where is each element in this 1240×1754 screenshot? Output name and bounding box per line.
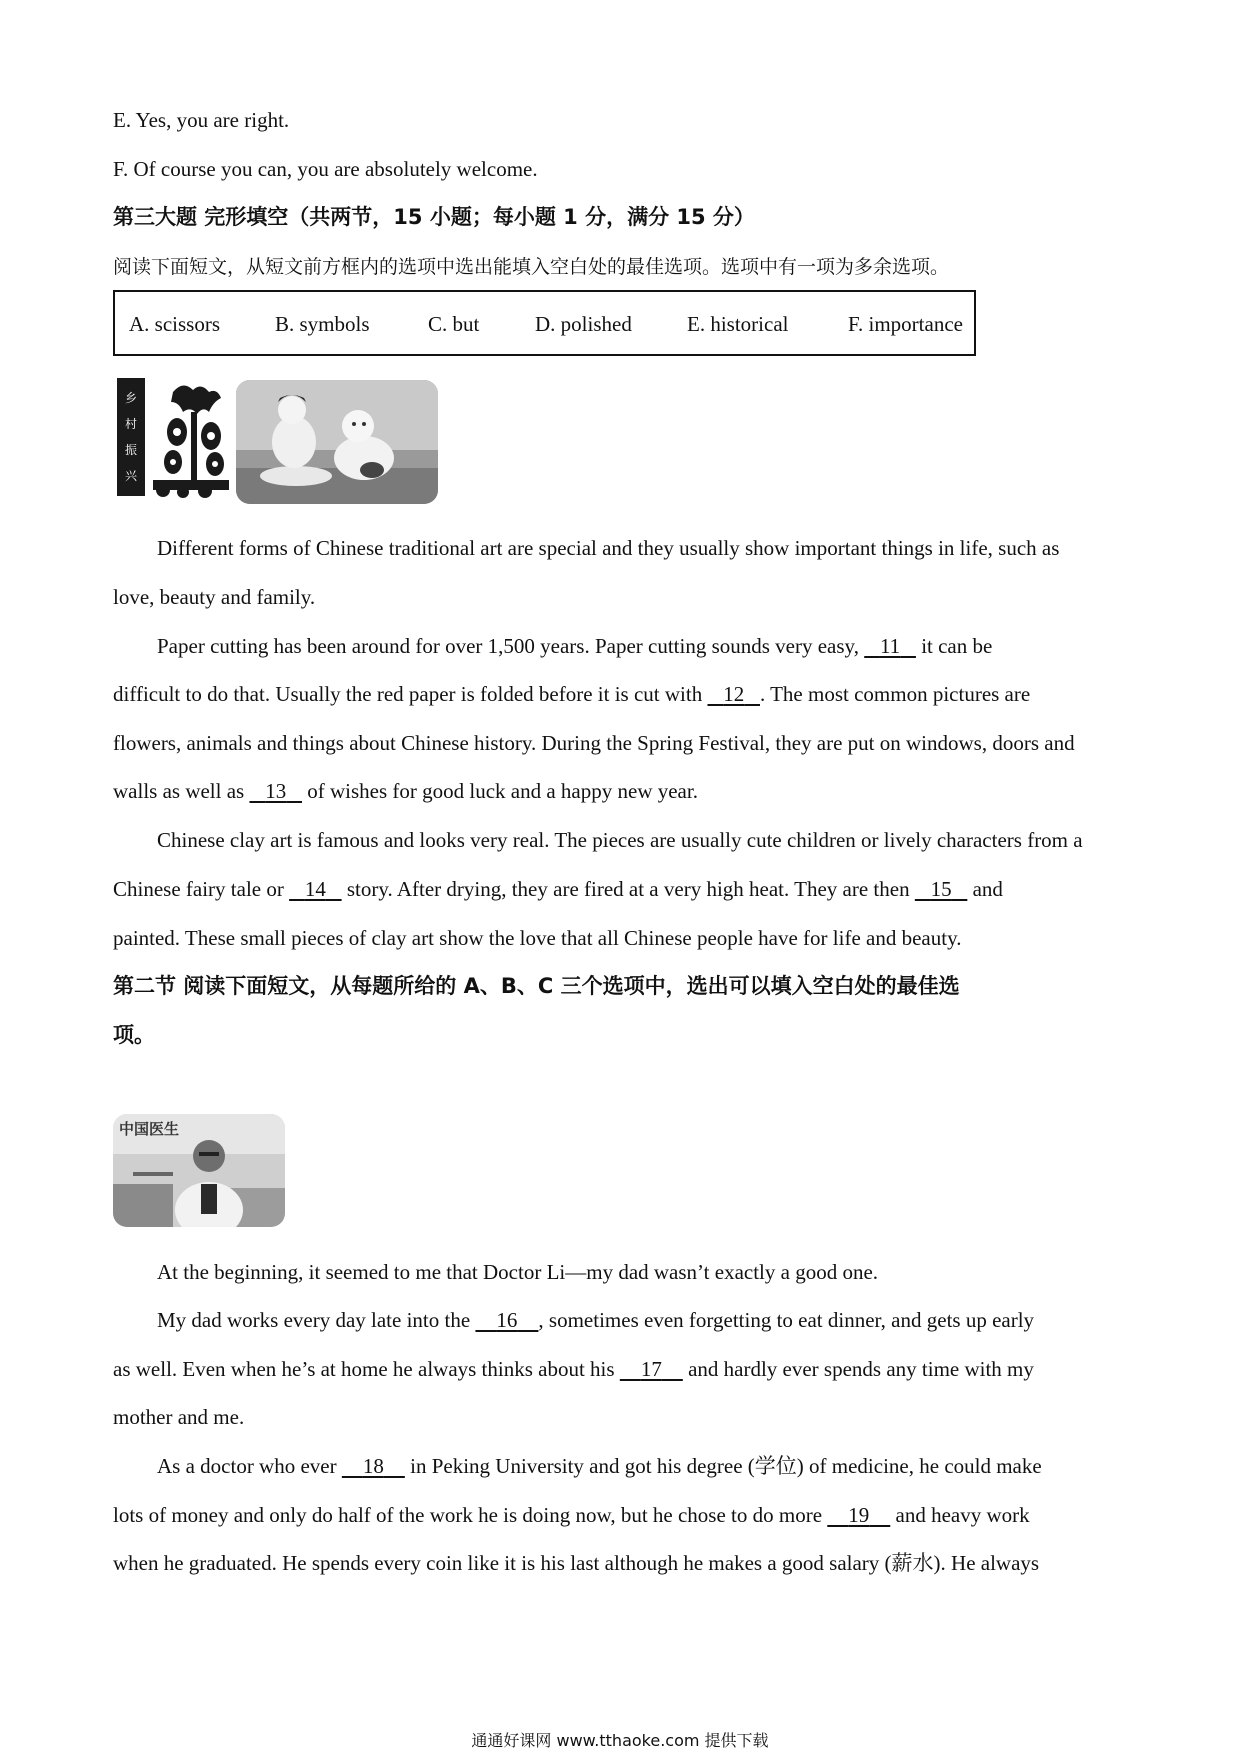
blank-number: 14 <box>304 877 326 901</box>
paper-cut-char: 振 <box>124 443 138 457</box>
word-bank-option: D. polished <box>535 312 632 336</box>
passage-text: and hardly ever spends any time with my <box>682 1357 1034 1381</box>
blank-number: 15 <box>930 877 952 901</box>
passage-text: it can be <box>915 634 993 658</box>
passage-text: as well. Even when he’s at home he always thinks about his <box>113 1357 620 1381</box>
passage-text: in Peking University and got his degree (学位) of medicine, he could make <box>404 1454 1042 1478</box>
passage-line: At the beginning, it seemed to me that Doctor Li—my dad wasn’t exactly a good one. <box>157 1260 879 1284</box>
paper-cut-char: 乡 <box>124 391 138 405</box>
page-footer: 通通好课网 www.tthaoke.com 提供下载 <box>471 1731 769 1750</box>
passage-line <box>113 680 1030 708</box>
option-e: E. Yes, you are right. <box>113 108 290 132</box>
passage-line: when he graduated. He spends every coin like it is his last although he makes a good salary (薪水). He always <box>113 1551 1040 1575</box>
doctor-photo <box>113 1114 285 1227</box>
passage-line <box>157 632 992 660</box>
passage-text: My dad works every day late into the <box>157 1308 476 1332</box>
passage-text: lots of money and only do half of the work he is doing now, but he chose to do more <box>113 1503 828 1527</box>
passage-line <box>157 1306 1034 1334</box>
section-heading: 第三大题 完形填空（共两节，15 小题；每小题 1 分，满分 15 分） <box>113 205 755 229</box>
passage-text: walls as well as <box>113 779 250 803</box>
passage-line: painted. These small pieces of clay art show the love that all Chinese people have for life and beauty. <box>113 926 962 950</box>
blank-13[interactable] <box>249 777 302 805</box>
passage-text: and heavy work <box>890 1503 1030 1527</box>
blank-number: 13 <box>265 779 287 803</box>
passage-text: Chinese fairy tale or <box>113 877 290 901</box>
blank-19[interactable] <box>827 1501 890 1529</box>
word-bank-box <box>113 290 976 356</box>
passage-line: mother and me. <box>113 1405 245 1429</box>
passage-text: and <box>967 877 1003 901</box>
part2-heading: 第二节 阅读下面短文，从每题所给的 A、B、C 三个选项中，选出可以填入空白处的最佳选 <box>113 974 960 998</box>
paper-cut-char: 村 <box>124 417 138 431</box>
passage-line <box>157 1452 1042 1480</box>
clay-art-image <box>236 380 438 504</box>
blank-16[interactable] <box>475 1306 538 1334</box>
word-bank-option: E. historical <box>687 312 789 336</box>
blank-number: 11 <box>879 634 901 658</box>
blank-15[interactable] <box>915 875 968 903</box>
blank-number: 19 <box>848 1503 870 1527</box>
passage-line <box>113 875 1003 903</box>
blank-number: 18 <box>362 1454 384 1478</box>
word-bank-option: B. symbols <box>275 312 370 336</box>
blank-17[interactable] <box>620 1355 683 1383</box>
passage-text: . The most common pictures are <box>759 682 1031 706</box>
section-instruction: 阅读下面短文，从短文前方框内的选项中选出能填入空白处的最佳选项。选项中有一项为多余选项。 <box>113 256 950 278</box>
passage-text: Paper cutting has been around for over 1,500 years. Paper cutting sounds very easy, <box>157 634 865 658</box>
passage-line: flowers, animals and things about Chinese history. During the Spring Festival, they are put on windows, doors and <box>113 731 1075 755</box>
photo-caption: 中国医生 <box>119 1120 180 1138</box>
blank-number: 17 <box>640 1357 662 1381</box>
paper-cutting-image <box>113 372 233 502</box>
passage-text: story. After drying, they are fired at a very high heat. They are then <box>341 877 915 901</box>
passage-line <box>113 777 698 805</box>
part2-heading: 项。 <box>113 1023 155 1047</box>
blank-18[interactable] <box>342 1452 405 1480</box>
word-bank-option: F. importance <box>848 312 963 336</box>
blank-14[interactable] <box>289 875 342 903</box>
passage-line: Chinese clay art is famous and looks very real. The pieces are usually cute children or lively characters from a <box>157 828 1083 852</box>
passage-text: As a doctor who ever <box>157 1454 342 1478</box>
passage-line: Different forms of Chinese traditional art are special and they usually show important things in life, such as <box>157 536 1060 560</box>
blank-12[interactable] <box>707 680 760 708</box>
passage-line: love, beauty and family. <box>113 585 316 609</box>
word-bank-option: A. scissors <box>129 312 221 336</box>
passage-text: , sometimes even forgetting to eat dinner, and gets up early <box>538 1308 1035 1332</box>
passage-line <box>113 1501 1030 1529</box>
passage-text: of wishes for good luck and a happy new year. <box>301 779 698 803</box>
blank-number: 12 <box>723 682 745 706</box>
word-bank-option: C. but <box>428 312 480 336</box>
passage-text: difficult to do that. Usually the red paper is folded before it is cut with <box>113 682 708 706</box>
option-f: F. Of course you can, you are absolutely welcome. <box>113 157 538 181</box>
passage-line <box>113 1355 1034 1383</box>
paper-cut-char: 兴 <box>124 469 138 483</box>
blank-number: 16 <box>496 1308 518 1332</box>
blank-11[interactable] <box>864 632 916 660</box>
